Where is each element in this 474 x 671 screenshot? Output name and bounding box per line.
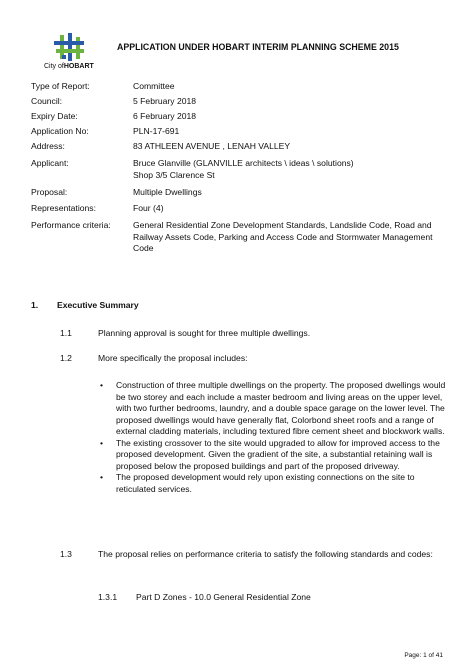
council-label: Council: — [31, 96, 63, 106]
bullet-list — [98, 380, 448, 495]
expiry-date-label: Expiry Date: — [31, 111, 78, 121]
section-title: Executive Summary — [57, 300, 139, 310]
bullet-icon: • — [100, 437, 104, 448]
list-item — [98, 472, 448, 495]
representations-label: Representations: — [31, 203, 96, 213]
bullet-text: The proposed development would rely upon existing connections on the site to reticulated services. — [116, 472, 415, 494]
proposal-value: Multiple Dwellings — [133, 187, 202, 197]
paragraph-number: 1.3 — [60, 549, 72, 559]
address-value: 83 ATHLEEN AVENUE , LENAH VALLEY — [133, 141, 291, 151]
expiry-date-value: 6 February 2018 — [133, 111, 197, 121]
subitem-text: Part D Zones - 10.0 General Residential Zone — [136, 592, 311, 602]
paragraph-text: The proposal relies on performance criteria to satisfy the following standards and codes: — [98, 549, 433, 559]
page-number: Page: 1 of 41 — [404, 652, 443, 659]
subitem-number: 1.3.1 — [98, 592, 118, 602]
application-no-label: Application No: — [31, 126, 89, 136]
paragraph-number: 1.1 — [60, 328, 72, 338]
bullet-icon: • — [100, 380, 104, 390]
document-title: APPLICATION UNDER HOBART INTERIM PLANNING SCHEME 2015 — [117, 42, 399, 52]
application-no-value: PLN-17-691 — [133, 126, 180, 136]
list-item — [98, 438, 448, 473]
applicant-address-value: Shop 3/5 Clarence St — [133, 170, 215, 180]
performance-criteria-label: Performance criteria: — [31, 220, 111, 230]
address-label: Address: — [31, 141, 65, 151]
paragraph-text: Planning approval is sought for three multiple dwellings. — [98, 328, 311, 338]
bullet-text: Construction of three multiple dwellings on the property. The proposed dwellings would be two storey and each include a master bedroom and living areas on the upper level, with two further bedrooms, laundry, and a double space garage on the lower level. The proposed dwellings would have generally flat, Colorbond sheet roofs and a range of external cladding materials, including textured fibre cement sheet and blockwork walls. — [116, 380, 446, 436]
applicant-value: Bruce Glanville (GLANVILLE architects \ ideas \ solutions) — [133, 158, 354, 168]
bullet-icon: • — [100, 472, 104, 482]
bullet-text: The existing crossover to the site would upgraded to allow for improved access to the proposed development. Given the gradient of the site, a substantial retaining wall is proposed below the proposed buildings and part of the proposed driveway. — [116, 437, 440, 471]
representations-value: Four (4) — [133, 203, 164, 213]
type-of-report-label: Type of Report: — [31, 81, 90, 91]
logo-city-text: City of — [44, 63, 64, 70]
logo-name-text: HOBART — [63, 63, 94, 70]
list-item — [98, 380, 448, 438]
applicant-label: Applicant: — [31, 158, 69, 168]
section-number: 1. — [31, 300, 39, 310]
paragraph-number: 1.2 — [60, 353, 72, 363]
proposal-label: Proposal: — [31, 187, 68, 197]
type-of-report-value: Committee — [133, 81, 175, 91]
logo-wordmark — [44, 62, 94, 71]
council-value: 5 February 2018 — [133, 96, 197, 106]
paragraph-text: More specifically the proposal includes: — [98, 353, 248, 363]
performance-criteria-value: General Residential Zone Development Standards, Landslide Code, Road and Railway Assets Code, Parking and Access Code and Stormwater Management Code — [133, 220, 433, 253]
